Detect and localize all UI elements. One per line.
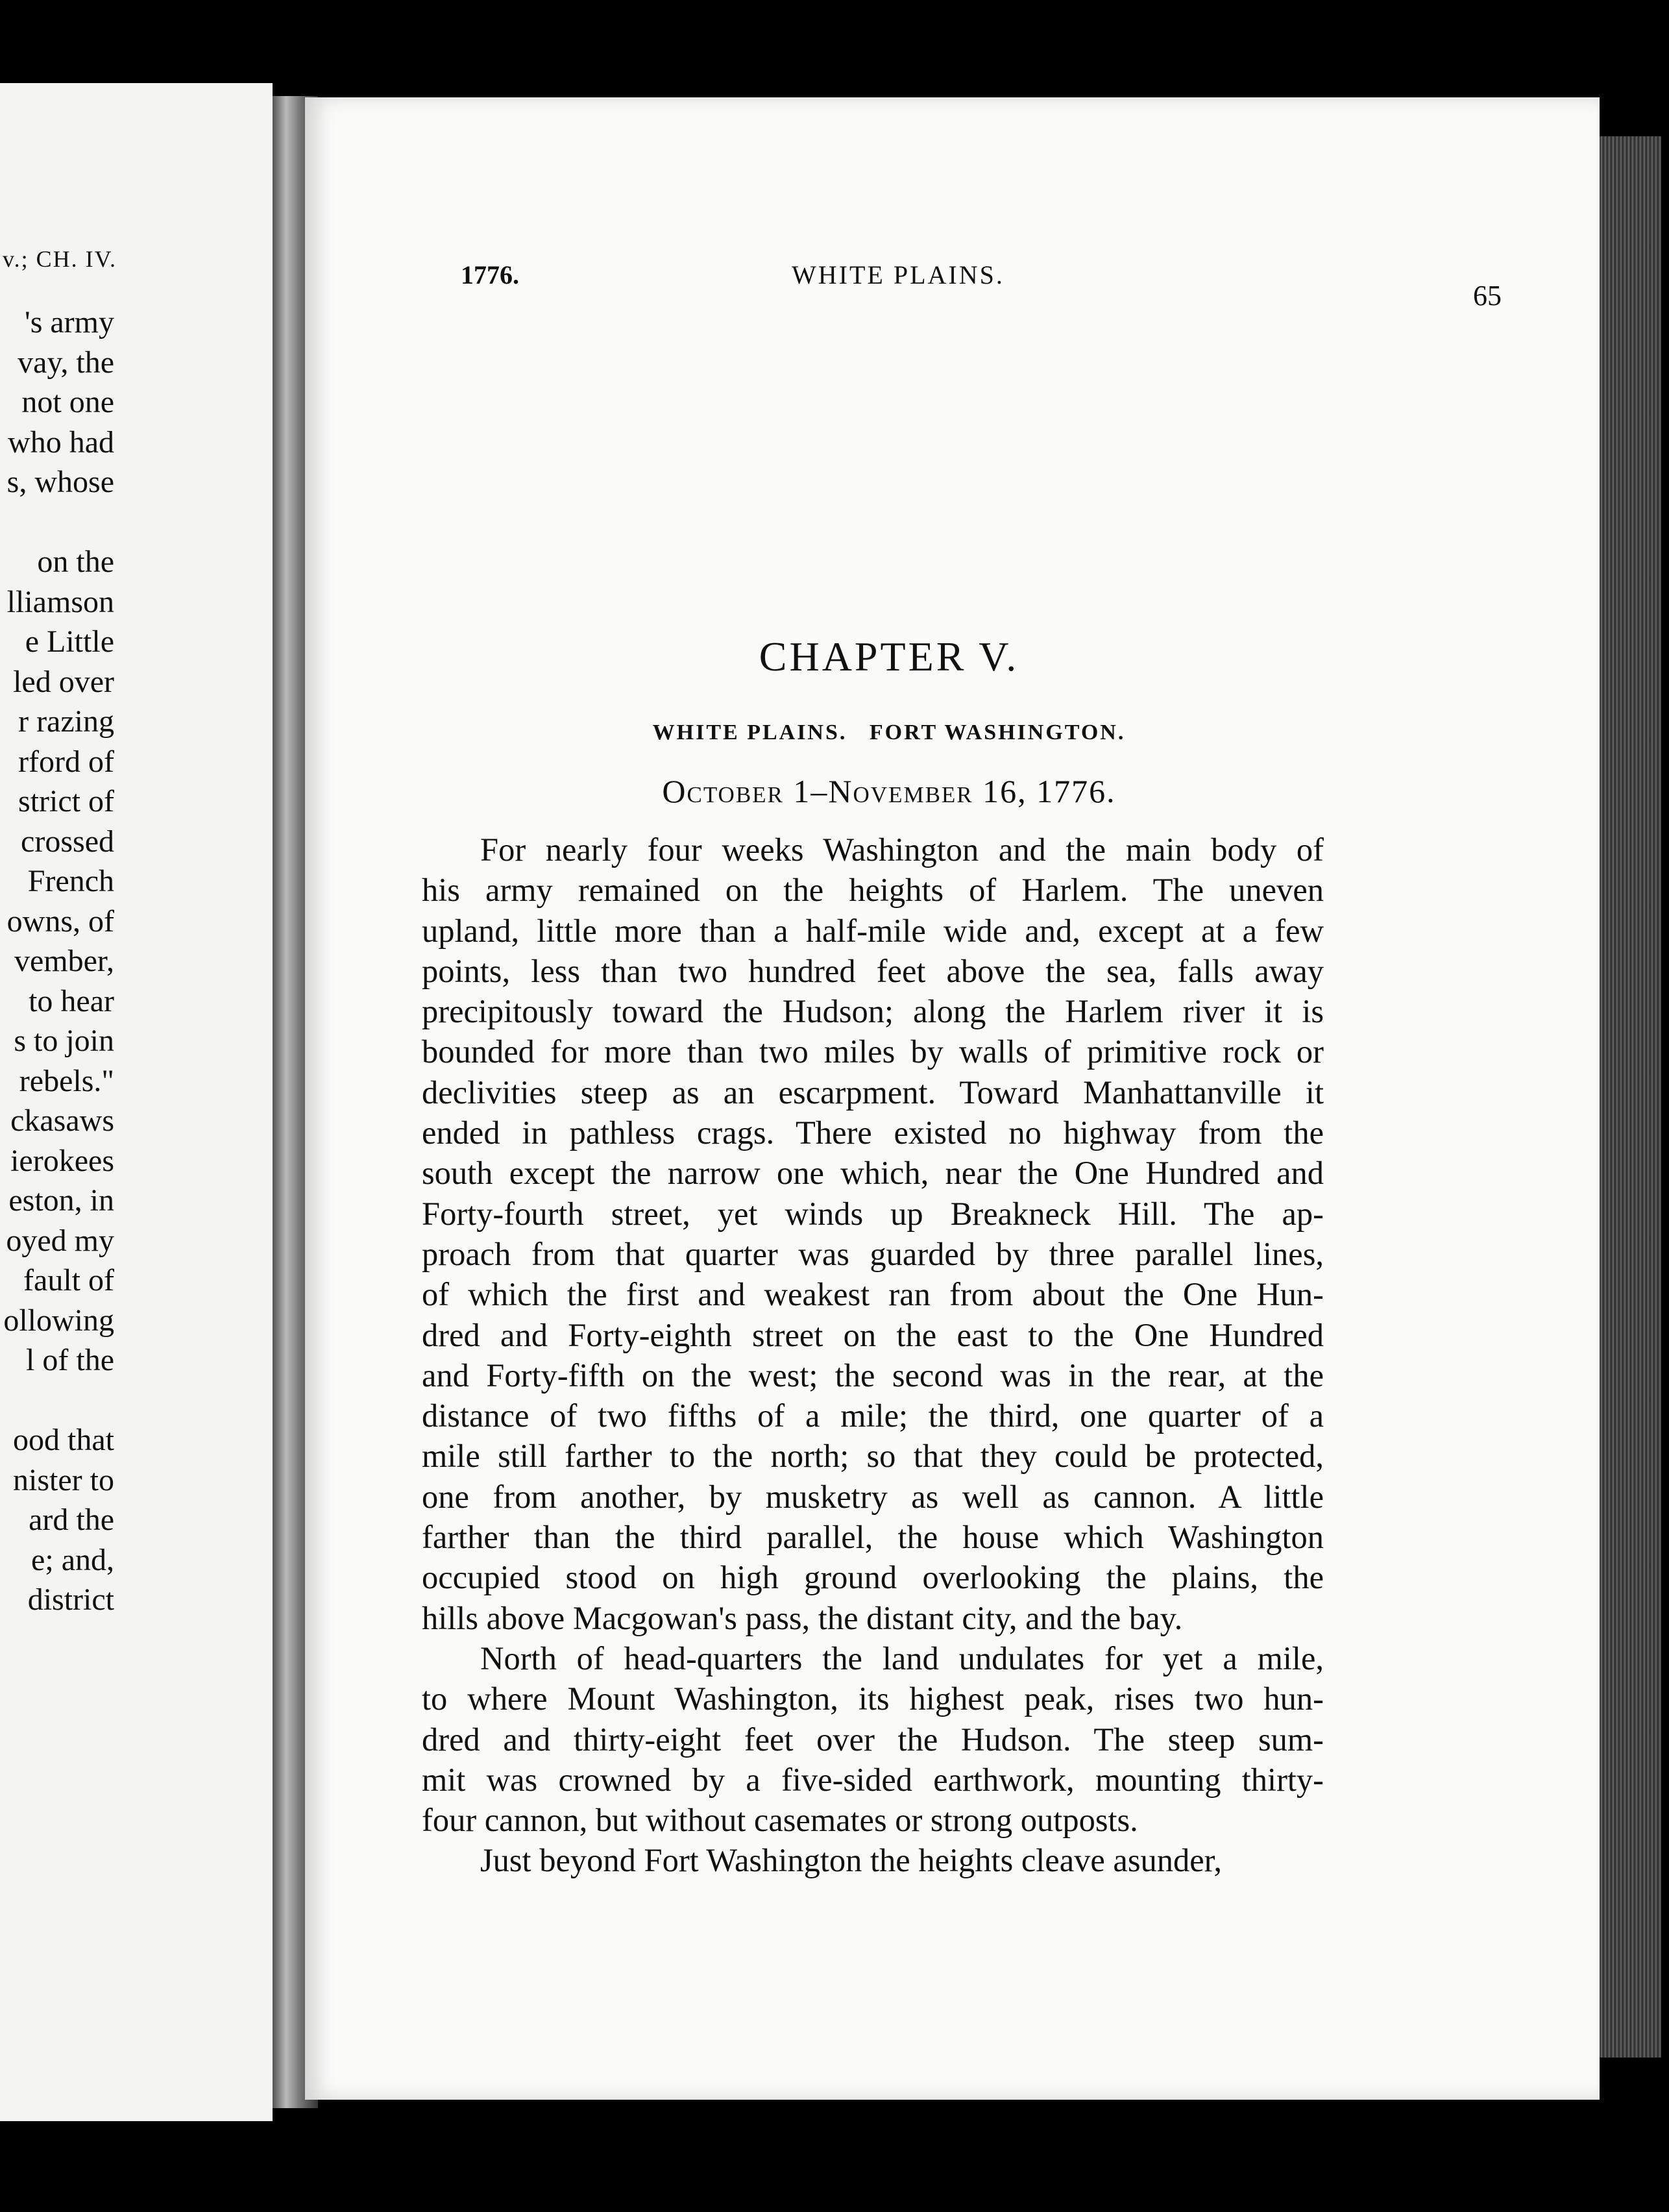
previous-page-line: e; and, [31, 1542, 114, 1577]
previous-page-line: ckasaws [10, 1103, 114, 1138]
previous-page-line: on the [37, 545, 114, 579]
body-line: hills above Macgowan's pass, the distant city, and the bay. [422, 1599, 1183, 1636]
running-head-year: 1776. [461, 260, 519, 289]
previous-page-line: fault of [23, 1263, 114, 1297]
body-line: bounded for more than two miles by walls of primitive rock or [422, 1033, 1324, 1070]
body-line: and Forty-fifth on the west; the second was in the rear, at the [422, 1357, 1324, 1394]
body-line: For nearly four weeks Washington and the main body of [480, 831, 1324, 868]
previous-page-line [3, 1381, 114, 1421]
previous-page-line: led over [13, 664, 114, 699]
chapter-dates: October 1–November 16, 1776. [662, 773, 1116, 809]
previous-page-line: 's army [25, 305, 114, 339]
body-line: ended in pathless crags. There existed no highway from the [422, 1114, 1324, 1151]
previous-page-line: not one [21, 385, 114, 419]
page-number: 65 [1473, 280, 1502, 312]
body-text [422, 830, 1324, 1881]
body-line: dred and Forty-eighth street on the east to the One Hundred [422, 1316, 1324, 1353]
previous-page-line: oyed my [6, 1223, 114, 1258]
body-line: declivities steep as an escarpment. Toward Manhattanville it [422, 1074, 1324, 1111]
body-line: points, less than two hundred feet above the sea, falls away [422, 952, 1324, 989]
body-line: his army remained on the heights of Harlem. The uneven [422, 872, 1324, 909]
previous-page-line: rebels." [19, 1063, 114, 1098]
body-line: precipitously toward the Hudson; along the Harlem river it is [422, 993, 1324, 1030]
body-line: of which the first and weakest ran from about the One Hun- [422, 1276, 1324, 1313]
previous-page-line: l of the [26, 1343, 114, 1377]
page-block-edge [1600, 136, 1661, 2058]
previous-page-line: ood that [13, 1423, 114, 1457]
previous-page-line: r razing [18, 704, 114, 739]
previous-page-line: e Little [25, 624, 114, 659]
previous-page-line: ollowing [3, 1303, 114, 1338]
previous-page-text [3, 302, 114, 1620]
previous-page-line: strict of [18, 784, 114, 818]
previous-page-line: nister to [13, 1462, 114, 1497]
current-page [305, 97, 1600, 2100]
body-line: Forty-fourth street, yet winds up Breakneck Hill. The ap- [422, 1195, 1324, 1232]
body-line: North of head-quarters the land undulates for yet a mile, [480, 1640, 1324, 1677]
body-line: occupied stood on high ground overlooking the plains, the [422, 1559, 1324, 1596]
previous-page-line: lliamson [6, 584, 114, 619]
body-line: one from another, by musketry as well as cannon. A little [422, 1478, 1324, 1515]
running-head-title: WHITE PLAINS. [792, 260, 1005, 289]
previous-page-line: crossed [21, 824, 114, 859]
previous-page-line: ierokees [10, 1143, 114, 1178]
previous-page-line: ard the [29, 1503, 114, 1537]
previous-page-line: eston, in [8, 1183, 114, 1218]
body-line: Just beyond Fort Washington the heights cleave asunder, [480, 1842, 1223, 1879]
body-line: dred and thirty-eight feet over the Hudson. The steep sum- [422, 1721, 1324, 1758]
body-line: mit was crowned by a five-sided earthwork, mounting thirty- [422, 1761, 1324, 1798]
body-line: south except the narrow one which, near the One Hundred and [422, 1155, 1324, 1192]
previous-page [0, 83, 273, 2121]
previous-page-line: vay, the [18, 345, 114, 380]
previous-page-line: vember, [14, 944, 114, 978]
body-line: four cannon, but without casemates or strong outposts. [422, 1802, 1138, 1839]
chapter-subtitle: WHITE PLAINS. FORT WASHINGTON. [652, 720, 1126, 744]
body-line: farther than the third parallel, the house which Washington [422, 1519, 1324, 1556]
previous-page-line: rford of [18, 744, 114, 779]
previous-page-line: owns, of [6, 903, 114, 939]
previous-page-line: French [27, 864, 114, 898]
body-line: mile still farther to the north; so that they could be protected, [422, 1438, 1324, 1475]
previous-page-running-head: v.; CH. IV. [2, 246, 117, 272]
previous-page-line: who had [8, 424, 114, 460]
body-line: proach from that quarter was guarded by three parallel lines, [422, 1235, 1324, 1272]
body-line: upland, little more than a half-mile wide and, except at a few [422, 912, 1324, 949]
body-line: distance of two fifths of a mile; the third, one quarter of a [422, 1397, 1324, 1434]
previous-page-line: to hear [29, 983, 114, 1018]
chapter-title: CHAPTER V. [759, 633, 1019, 680]
body-line: to where Mount Washington, its highest peak, rises two hun- [422, 1680, 1324, 1717]
previous-page-line: s to join [14, 1024, 114, 1058]
previous-page-line [3, 502, 114, 543]
previous-page-line: s, whose [6, 465, 114, 499]
previous-page-line: district [27, 1582, 114, 1617]
